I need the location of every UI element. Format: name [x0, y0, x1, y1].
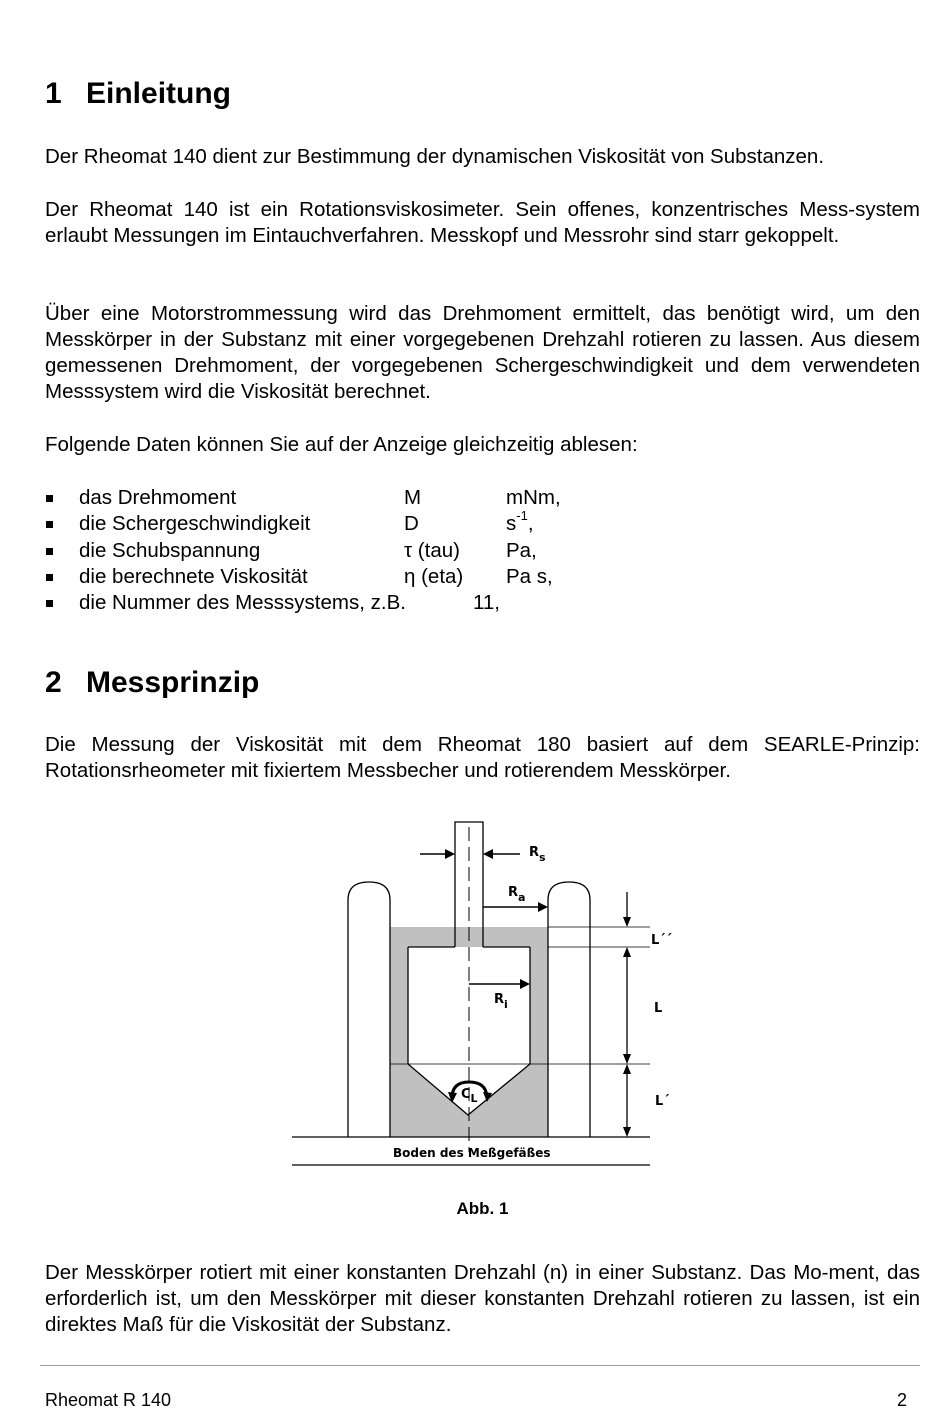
- list-item-description: das Drehmoment: [79, 486, 237, 509]
- footer-page-number: 2: [896, 1390, 907, 1410]
- list-item-symbol: 11,: [473, 591, 500, 615]
- label-l-bottom: L´: [655, 1094, 670, 1109]
- footer-rule: [40, 1365, 920, 1366]
- arrowhead: [445, 849, 455, 859]
- bullet-icon: [46, 574, 53, 581]
- data-list: [45, 485, 920, 616]
- list-item-unit: [506, 564, 553, 590]
- intro-paragraph-1: Der Rheomat 140 dient zur Bestimmung der dynamischen Viskosität von Substanzen.: [45, 145, 825, 168]
- list-item-symbol: η (eta): [404, 564, 464, 588]
- intro-paragraph-2: Der Rheomat 140 ist ein Rotationsviskosimeter. Sein offenes, konzentrisches Mess-system erlaubt Messungen im Eintauchverfahren. Messkopf und Messrohr sind starr gekoppelt.: [45, 198, 920, 247]
- bullet-icon: [46, 495, 53, 502]
- arrowhead: [623, 1054, 631, 1064]
- list-item: [45, 564, 920, 590]
- arrowhead: [623, 917, 631, 927]
- list-item-description: die Schergeschwindigkeit: [79, 512, 311, 536]
- label-rs: $R_s$: [529, 845, 546, 864]
- footer-document-title: Rheomat R 140: [45, 1390, 172, 1410]
- label-ra: $R_a$: [508, 885, 526, 904]
- list-item: [45, 485, 920, 511]
- unit-text: Pa,: [506, 538, 537, 562]
- arrowhead: [623, 1064, 631, 1074]
- unit-superscript: -1: [516, 508, 528, 524]
- list-item: [45, 538, 920, 564]
- list-item-unit: [506, 538, 537, 564]
- label-l-top: L´´: [651, 933, 673, 948]
- bullet-icon: [46, 600, 53, 607]
- arrowhead: [520, 979, 530, 989]
- section-number: 2: [45, 666, 62, 699]
- unit-text: Pa s,: [506, 564, 553, 588]
- bullet-icon: [46, 521, 53, 528]
- principle-paragraph-1: Die Messung der Viskosität mit dem Rheomat 180 basiert auf dem SEARLE-Prinzip: Rotationsrheometer mit fixiertem Messbecher und rotierendem Messkörper.: [45, 733, 920, 782]
- label-vessel-bottom: Boden des Meßgefäßes: [393, 1146, 551, 1160]
- label-ri: $R_i$: [494, 992, 508, 1011]
- searle-principle-diagram: [280, 812, 673, 1172]
- unit-text: s: [506, 512, 517, 536]
- principle-paragraph-2: Der Messkörper rotiert mit einer konstanten Drehzahl (n) in einer Substanz. Das Mo-ment, das erforderlich ist, um den Messkörper mit dieser konstanten Drehzahl rotieren zu lassen, ist ein direktes Maß für die Viskosität der Substanz.: [45, 1261, 920, 1336]
- list-item-description: die Nummer des Messsystems, z.B.: [79, 591, 406, 615]
- list-item-unit: [506, 508, 534, 537]
- list-item-symbol: τ (tau): [404, 538, 460, 562]
- arrowhead: [623, 947, 631, 957]
- list-item-description: die Schubspannung: [79, 538, 261, 562]
- intro-paragraph-4: Folgende Daten können Sie auf der Anzeige gleichzeitig ablesen:: [45, 433, 638, 456]
- unit-text: mNm,: [506, 486, 561, 509]
- list-item-unit: [506, 485, 561, 511]
- unit-suffix: ,: [527, 512, 534, 536]
- bullet-icon: [46, 548, 53, 555]
- section-number: 1: [45, 77, 62, 110]
- arrowhead: [538, 902, 548, 912]
- section-heading-messprinzip: [45, 665, 259, 701]
- cup-right-wall: [548, 882, 590, 1137]
- cup-left-wall: [348, 882, 390, 1137]
- figure-caption: Abb. 1: [456, 1199, 509, 1218]
- intro-paragraph-3: Über eine Motorstrommessung wird das Drehmoment ermittelt, das benötigt wird, um den Messkörper in der Substanz mit einer vorgegebenen Drehzahl rotieren zu lassen. Aus diesem gemessenen Drehmoment, der vorgegebenen Schergeschwindigkeit und dem verwendeten Messsystem wird die Viskosität berechnet.: [45, 302, 920, 403]
- section-heading-einleitung: [45, 76, 231, 112]
- arrowhead: [483, 849, 493, 859]
- list-item-description: die berechnete Viskosität: [79, 564, 308, 588]
- list-item: [45, 508, 920, 537]
- label-cl: $C_L$: [461, 1087, 478, 1105]
- list-item-symbol: M: [404, 486, 422, 509]
- section-title: Einleitung: [86, 77, 231, 110]
- list-item: [45, 590, 920, 616]
- arrowhead: [623, 1127, 631, 1137]
- label-l: L: [654, 1001, 663, 1016]
- section-title: Messprinzip: [86, 666, 260, 699]
- list-item-symbol: D: [404, 512, 419, 536]
